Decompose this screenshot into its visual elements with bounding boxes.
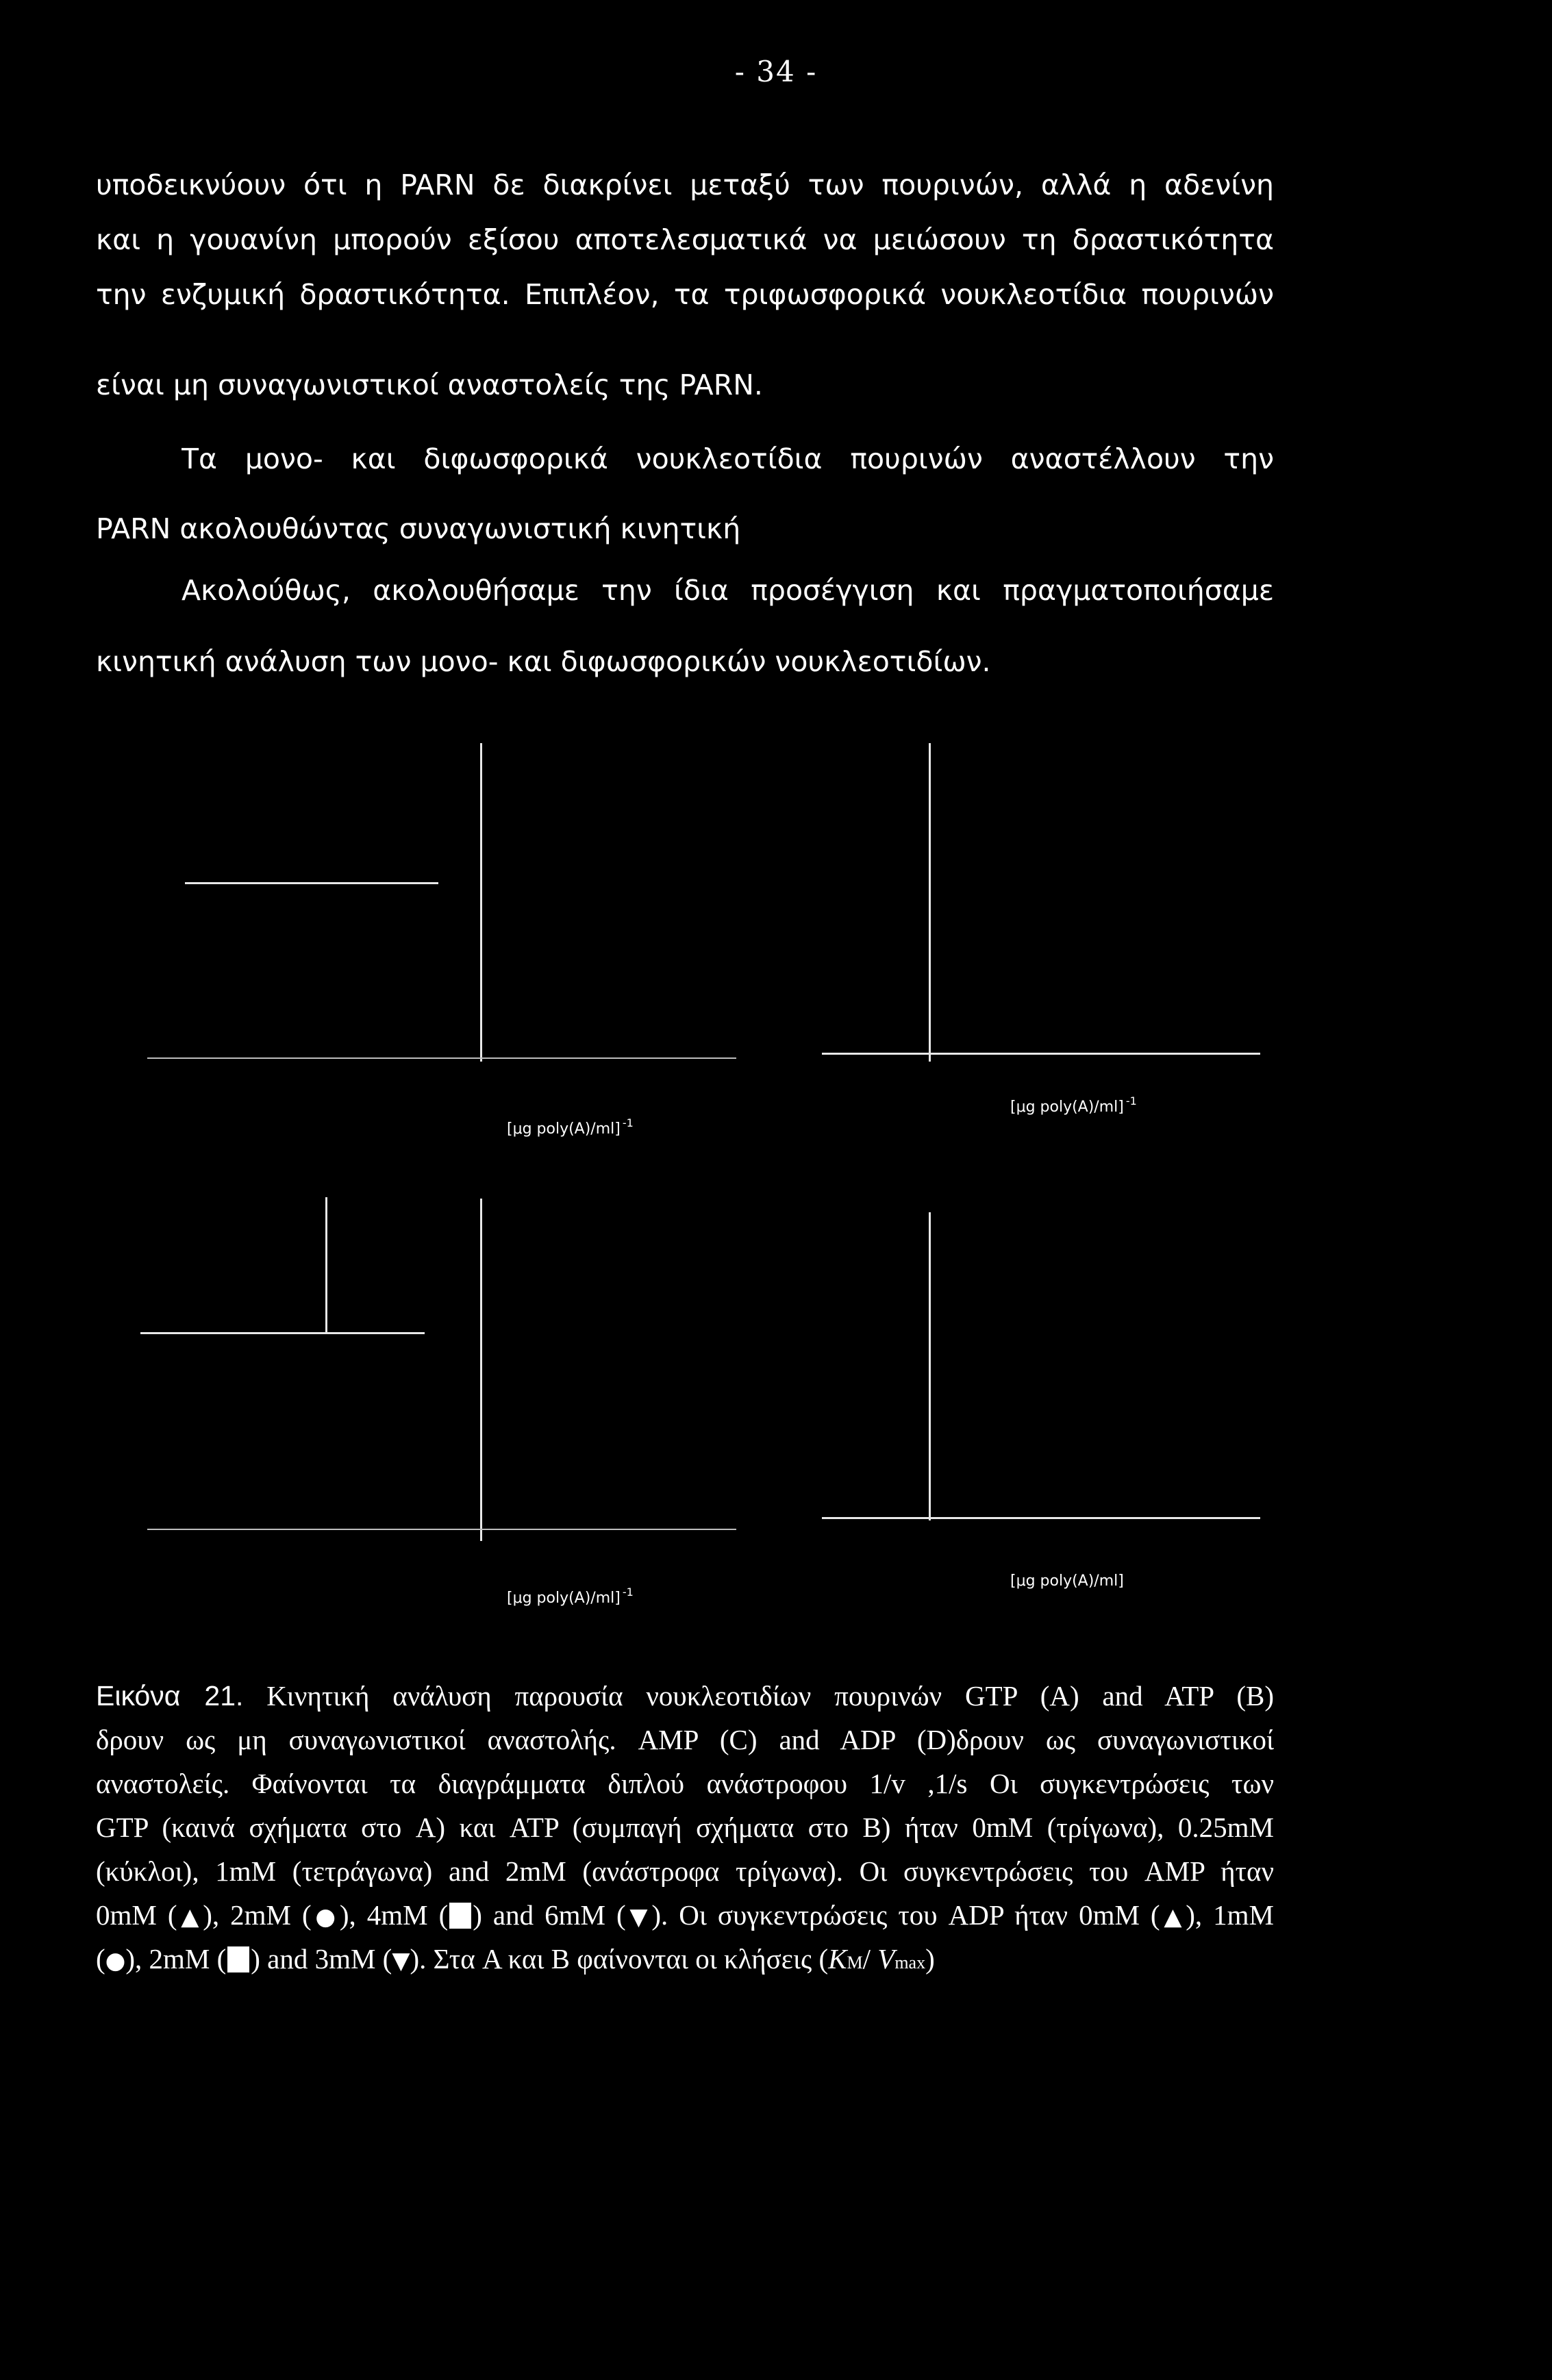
x-axis-label: [μg poly(A)/ml] $^{-1}$ xyxy=(507,1116,634,1138)
body-text-line: είναι μη συναγωνιστικοί αναστολείς της PARN. xyxy=(96,368,763,401)
triangle-up-icon: ▲ xyxy=(177,1903,203,1931)
filled-circle-icon: ● xyxy=(105,1947,126,1975)
body-text-line: και η γουανίνη μπορούν εξίσου αποτελεσματικά να μειώσουν τη δραστικότητα xyxy=(96,223,1274,256)
figure-caption-line: δρουν ως μη συναγωνιστικοί αναστολής. AMP (C) and ADP (D)δρουν ως συναγωνιστικοί xyxy=(96,1724,1274,1755)
data-line xyxy=(140,1332,425,1334)
figure-caption-line: Εικόνα 21. Κινητική ανάλυση παρουσία νουκλεοτιδίων πουρινών GTP (A) and ATP (B) xyxy=(96,1680,1274,1712)
y-axis xyxy=(480,1199,482,1541)
secondary-axis xyxy=(325,1197,327,1334)
body-text-line: Ακολούθως, ακολουθήσαμε την ίδια προσέγγιση και πραγματοποιήσαμε xyxy=(182,574,1274,607)
section-heading-line: Τα μονο- και διφωσφορικά νουκλεοτίδια πουρινών αναστέλλουν την xyxy=(182,442,1274,475)
triangle-down-icon: ▼ xyxy=(625,1903,652,1931)
filled-circle-icon: ● xyxy=(311,1903,340,1931)
x-axis xyxy=(822,1517,1260,1519)
x-axis xyxy=(147,1057,736,1059)
y-axis xyxy=(480,743,482,1062)
y-axis xyxy=(929,743,931,1062)
body-text-line: υποδεικνύουν ότι η PARN δε διακρίνει μεταξύ των πουρινών, αλλά η αδενίνη xyxy=(96,168,1274,201)
filled-square-icon xyxy=(449,1903,471,1929)
page-number: - 34 - xyxy=(734,55,818,88)
y-axis xyxy=(929,1212,931,1520)
triangle-down-icon: ▼ xyxy=(392,1947,410,1975)
figure-caption-line: (●), 2mM ( ) and 3mM (▼). Στα A και B φαίνονται οι κλήσεις (KM/ Vmax) xyxy=(96,1943,935,1975)
x-axis xyxy=(147,1529,736,1530)
body-text-line: κινητική ανάλυση των μονο- και διφωσφορικών νουκλεοτιδίων. xyxy=(96,645,991,678)
figure-caption-line: GTP (καινά σχήματα στο A) και ATP (συμπαγή σχήματα στο B) ήταν 0mM (τρίγωνα), 0.25mM xyxy=(96,1812,1274,1843)
body-text-line: την ενζυμική δραστικότητα. Επιπλέον, τα τριφωσφορικά νουκλεοτίδια πουρινών xyxy=(96,278,1274,311)
data-line xyxy=(185,882,438,884)
figure-caption-line: (κύκλοι), 1mM (τετράγωνα) and 2mM (ανάστροφα τρίγωνα). Οι συγκεντρώσεις του AMP ήταν xyxy=(96,1855,1274,1887)
x-axis-label: [μg poly(A)/ml] $^{-1}$ xyxy=(507,1586,634,1607)
triangle-up-icon: ▲ xyxy=(1160,1903,1186,1931)
filled-square-icon xyxy=(227,1946,249,1972)
figure-caption-label: Εικόνα 21. xyxy=(96,1680,244,1712)
x-axis xyxy=(822,1053,1260,1055)
section-heading-line: PARN ακολουθώντας συναγωνιστική κινητική xyxy=(96,512,741,545)
x-axis-label: [μg poly(A)/ml] $^{-1}$ xyxy=(1010,1094,1137,1116)
figure-caption-line: 0mM (▲), 2mM (●), 4mM ( ) and 6mM (▼). Οι συγκεντρώσεις του ADP ήταν 0mM (▲), 1mM xyxy=(96,1899,1274,1931)
x-axis-label: [μg poly(A)/ml] xyxy=(1010,1573,1124,1590)
figure-caption-line: αναστολείς. Φαίνονται τα διαγράμματα διπλού ανάστροφου 1/v ,1/s Οι συγκεντρώσεις των xyxy=(96,1768,1274,1799)
